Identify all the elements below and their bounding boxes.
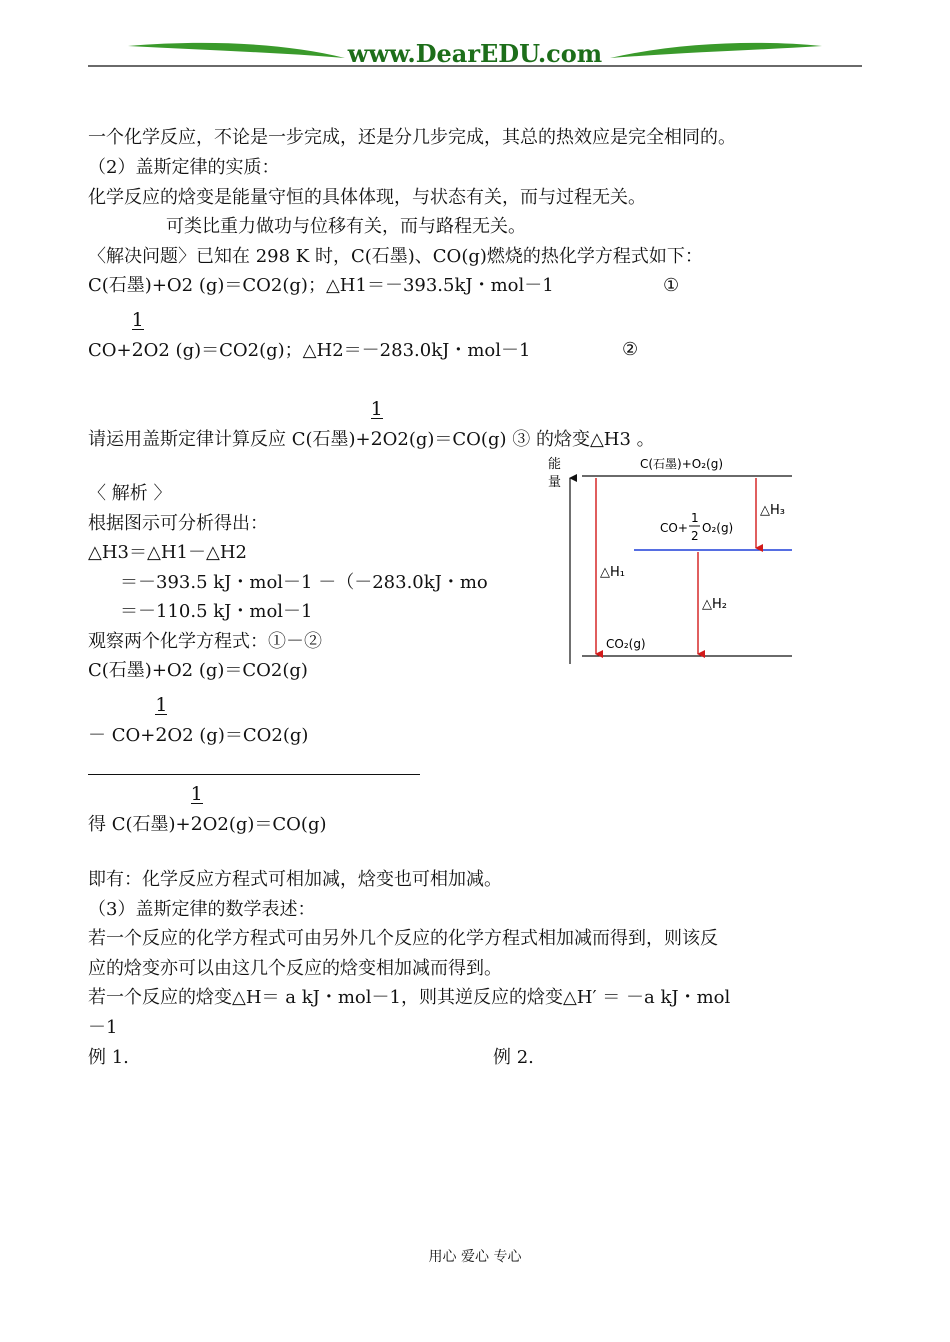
level-products-label: CO₂(g) (606, 637, 646, 651)
equation-rest: O2 (g)＝CO2(g) (167, 725, 309, 746)
axis-label-char-2: 量 (548, 475, 562, 490)
question-rest: O2(g)＝CO(g) ③ 的焓变△H3 。 (382, 429, 655, 450)
level-intermediate-suffix: O₂(g) (702, 521, 734, 535)
sum-rule-line (88, 774, 420, 775)
energy-level-diagram (540, 452, 800, 668)
equation-2-marker: ② (622, 339, 639, 360)
fraction-one-half: $\frac{1}{2}$ (190, 783, 203, 835)
question-prefix: 请运用盖斯定律计算反应 C(石墨)+ (88, 429, 371, 450)
section-heading: （2）盖斯定律的实质： (88, 157, 280, 178)
fraction-one-half: $\frac{1}{2}$ (131, 309, 144, 361)
equation-2-prefix: CO+ (88, 340, 132, 361)
text-line: 即有：化学反应方程式可相加减，焓变也可相加减。 (88, 869, 502, 890)
text-line: 化学反应的焓变是能量守恒的具体体现，与状态有关，而与过程无关。 (88, 187, 646, 208)
result-equation (88, 783, 327, 837)
calc-line: ＝－393.5 kJ・mol－1 －（－283.0kJ・mo (120, 572, 488, 593)
level-intermediate-frac-num: 1 (691, 511, 699, 525)
right-leaf-swoosh (610, 43, 822, 58)
text-line: 观察两个化学方程式：①－② (88, 631, 322, 652)
problem-statement: 〈解决问题〉已知在 298 K 时，C(石墨)、CO(g)燃烧的热化学方程式如下： (88, 246, 703, 267)
text-line: －1 (88, 1017, 118, 1038)
label-dh3: △H₃ (760, 503, 785, 518)
calc-line: ＝－110.5 kJ・mol－1 (120, 601, 313, 622)
section-heading: （3）盖斯定律的数学表述： (88, 899, 316, 920)
question-line (88, 398, 655, 452)
equation-2-rest: O2 (g)＝CO2(g)；△H2＝－283.0kJ・mol－1 (143, 340, 531, 361)
calc-line: △H3＝△H1－△H2 (88, 542, 247, 563)
text-line: 若一个反应的焓变△H＝ a kJ・mol－1，则其逆反应的焓变△H′ ＝ －a kJ・mol (88, 987, 731, 1008)
subtract-prefix: － CO+ (88, 725, 156, 746)
text-line: 应的焓变亦可以由这几个反应的焓变相加减而得到。 (88, 958, 502, 979)
analysis-heading: 〈 解析 〉 (88, 483, 172, 504)
left-leaf-swoosh (128, 43, 345, 58)
equation-line (88, 694, 309, 748)
equation-line: C(石墨)+O2 (g)＝CO2(g) (88, 660, 308, 681)
equation-1-marker: ① (663, 275, 680, 296)
equation-1-text: C(石墨)+O2 (g)＝CO2(g)；△H1＝－393.5kJ・mol－1 (88, 275, 554, 296)
level-intermediate-prefix: CO+ (660, 521, 688, 535)
equation-2 (88, 309, 531, 363)
logo-text: www.DearEDU.com (347, 39, 603, 68)
label-dh1: △H₁ (600, 565, 625, 580)
text-line: 根据图示可分析得出： (88, 513, 268, 534)
level-reactants-label: C(石墨)+O₂(g) (640, 457, 724, 471)
text-line: 一个化学反应，不论是一步完成，还是分几步完成，其总的热效应是完全相同的。 (88, 127, 736, 148)
equation-1 (88, 274, 554, 298)
label-dh2: △H₂ (702, 597, 727, 612)
result-prefix: 得 C(石墨)+ (88, 814, 191, 835)
example-1-label: 例 1. (88, 1047, 129, 1068)
level-intermediate-frac-den: 2 (691, 529, 699, 543)
result-rest: O2(g)＝CO(g) (202, 814, 327, 835)
text-line: 可类比重力做功与位移有关，而与路程无关。 (166, 216, 526, 237)
fraction-one-half: $\frac{1}{2}$ (370, 398, 383, 450)
example-2-label: 例 2. (493, 1047, 534, 1068)
fraction-one-half: $\frac{1}{2}$ (155, 694, 168, 746)
site-header-logo (0, 0, 950, 80)
axis-label-char-1: 能 (548, 457, 562, 472)
text-line: 若一个反应的化学方程式可由另外几个反应的化学方程式相加减而得到，则该反 (88, 928, 718, 949)
page-footer: 用心 爱心 专心 (428, 1249, 522, 1265)
